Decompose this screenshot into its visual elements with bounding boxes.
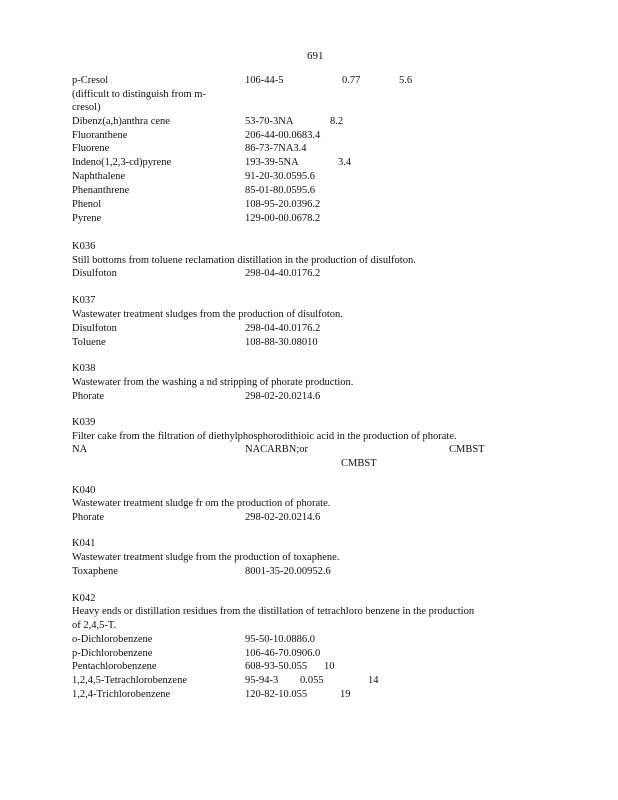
waste-description: Wastewater treatment sludge from the production of toxaphene. (72, 552, 340, 563)
constituent-name: Pentachlorobenzene (72, 661, 157, 672)
constituent-data: 106-44-5 (245, 75, 284, 86)
constituent-data: 129-00-00.0678.2 (245, 213, 321, 224)
constituent-name: p-Cresol (72, 75, 109, 86)
constituent-name: o-Dichlorobenzene (72, 634, 153, 645)
constituent-value: 19 (340, 689, 351, 700)
constituent-data: 95-50-10.0886.0 (245, 634, 315, 645)
constituent-value: 0.055 (300, 675, 324, 686)
constituent-data: 120-82-10.055 (245, 689, 308, 700)
constituent-name: (difficult to distinguish from m- (72, 89, 206, 100)
constituent-name: Fluoranthene (72, 130, 128, 141)
constituent-data: 85-01-80.0595.6 (245, 185, 315, 196)
constituent-value: 3.4 (338, 157, 352, 168)
waste-description: of 2,4,5-T. (72, 620, 117, 631)
constituent-name: Phorate (72, 512, 105, 523)
constituent-value: 14 (368, 675, 379, 686)
constituent-data: 53-70-3NA (245, 116, 294, 127)
treatment-standard: NACARBN;or (245, 444, 309, 455)
constituent-name: Dibenz(a,h)anthra cene (72, 116, 170, 127)
waste-description: Filter cake from the filtration of diethylphosphorodithioic acid in the production of phorate. (72, 431, 457, 442)
constituent-name: cresol) (72, 102, 101, 113)
waste-code: K036 (72, 241, 96, 252)
constituent-name: NA (72, 444, 88, 455)
constituent-data: 608-93-50.055 (245, 661, 308, 672)
constituent-value: 5.6 (399, 75, 413, 86)
constituent-name: Pyrene (72, 213, 102, 224)
constituent-name: Phorate (72, 391, 105, 402)
constituent-name: Disulfoton (72, 323, 117, 334)
constituent-data: 298-04-40.0176.2 (245, 268, 321, 279)
constituent-name: Toxaphene (72, 566, 118, 577)
waste-code: K040 (72, 485, 96, 496)
constituent-name: p-Dichlorobenzene (72, 648, 153, 659)
constituent-data: 298-02-20.0214.6 (245, 512, 321, 523)
constituent-data: 106-46-70.0906.0 (245, 648, 321, 659)
constituent-value: 8.2 (330, 116, 344, 127)
constituent-data: 86-73-7NA3.4 (245, 143, 307, 154)
constituent-data: 8001-35-20.00952.6 (245, 566, 331, 577)
page-number: 691 (307, 50, 324, 62)
constituent-name: Phenol (72, 199, 102, 210)
constituent-data: 108-88-30.08010 (245, 337, 318, 348)
constituent-value: 0.77 (342, 75, 361, 86)
constituent-data: 193-39-5NA (245, 157, 299, 168)
constituent-data: 95-94-3 (245, 675, 279, 686)
treatment-standard: CMBST (449, 444, 485, 455)
constituent-name: Phenanthrene (72, 185, 130, 196)
waste-description: Wastewater treatment sludges from the production of disulfoton. (72, 309, 343, 320)
waste-code: K037 (72, 295, 96, 306)
constituent-name: Toluene (72, 337, 106, 348)
waste-description: Heavy ends or distillation residues from the distillation of tetrachloro benzene in the production (72, 606, 475, 617)
waste-code: K041 (72, 538, 96, 549)
constituent-value: 10 (324, 661, 335, 672)
waste-description: Still bottoms from toluene reclamation distillation in the production of disulfoton. (72, 255, 416, 266)
constituent-name: Naphthalene (72, 171, 126, 182)
waste-code: K042 (72, 593, 96, 604)
waste-code: K039 (72, 417, 96, 428)
constituent-data: 298-04-40.0176.2 (245, 323, 321, 334)
constituent-data: 91-20-30.0595.6 (245, 171, 315, 182)
waste-description: Wastewater from the washing a nd stripping of phorate production. (72, 377, 354, 388)
constituent-name: 1,2,4,5-Tetrachlorobenzene (72, 675, 188, 686)
constituent-name: Fluorene (72, 143, 110, 154)
waste-code: K038 (72, 363, 96, 374)
waste-description: Wastewater treatment sludge fr om the production of phorate. (72, 498, 331, 509)
constituent-data: 206-44-00.0683.4 (245, 130, 321, 141)
constituent-name: Disulfoton (72, 268, 117, 279)
constituent-name: Indeno(1,2,3-cd)pyrene (72, 157, 172, 168)
constituent-name: 1,2,4-Trichlorobenzene (72, 689, 171, 700)
constituent-data: 108-95-20.0396.2 (245, 199, 321, 210)
constituent-data: 298-02-20.0214.6 (245, 391, 321, 402)
treatment-standard: CMBST (341, 458, 377, 469)
